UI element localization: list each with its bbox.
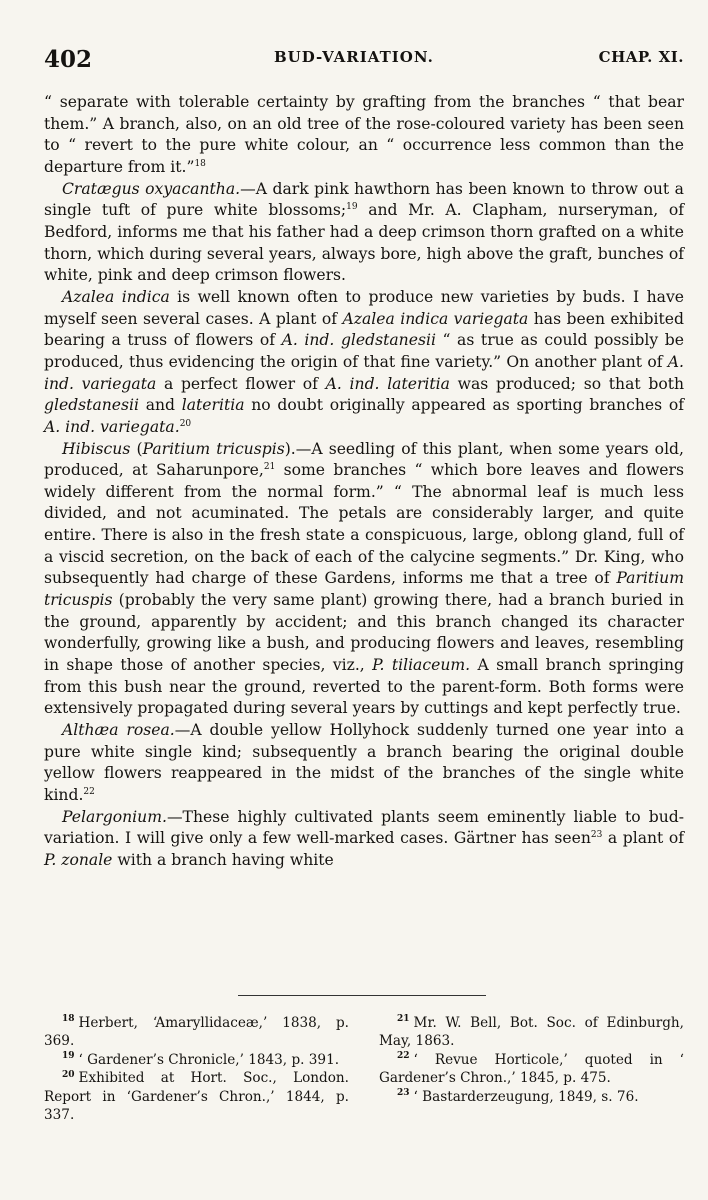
footnotes-left-column bbox=[44, 1014, 349, 1124]
footnote-21: $^{21}$ Mr. W. Bell, Bot. Soc. of Edinburgh, May, 1863. bbox=[379, 1014, 684, 1050]
book-page bbox=[44, 38, 684, 872]
footnotes-right-column bbox=[379, 1014, 684, 1124]
page-header bbox=[44, 38, 684, 78]
paragraph-crataegus: Cratægus oxyacantha.—A dark pink hawthorn has been known to throw out a single tuft of pure white blossoms;$^{19}$ and Mr. A. Clapham, nurseryman, of Bedford, informs me that his father had a deep crimson thorn grafted on a white thorn, which during several years, always bore, high above the graft, bunches of white, pink and deep crimson flowers. bbox=[44, 179, 684, 285]
species-name: Azalea indica bbox=[62, 287, 170, 306]
species-name: Cratægus oxyacantha. bbox=[62, 179, 241, 198]
footnotes bbox=[44, 1014, 684, 1124]
paragraph-rose: “ separate with tolerable certainty by grafting from the branches “ that bear them.” A branch, also, on an old tree of the rose-coloured variety has been seen to “ revert to the pure white colour, an “ occurrence less common than the departure from it.”$^{18}$ bbox=[44, 93, 684, 176]
species-name: Hibiscus bbox=[62, 439, 131, 458]
footnote-ref-19[interactable]: 19 bbox=[346, 202, 358, 213]
chapter-label: CHAP. XI. bbox=[598, 48, 684, 66]
page-number: 402 bbox=[44, 46, 93, 73]
species-name: Pelargonium. bbox=[62, 807, 167, 826]
footnote-ref-20[interactable]: 20 bbox=[179, 418, 192, 429]
footnote-divider bbox=[238, 995, 486, 996]
running-head: BUD-VARIATION. bbox=[274, 48, 434, 66]
paragraph-azalea: Azalea indica is well known often to produce new varieties by buds. I have myself seen several cases. A plant of Azalea indica variegata has been exhibited bearing a truss of flowers of A. ind. gledstanesii “ as true as could possibly be produced, thus evidencing the origin of that fine variety.” On another plant of A. ind. variegata a perfect flower of A. ind. lateritia was produced; so that both gledstanesii and lateritia no doubt originally appeared as sporting branches of A. ind. variegata.$^{20}$ bbox=[44, 287, 685, 436]
footnote-22: $^{22}$ ‘ Revue Horticole,’ quoted in ‘ Gardener’s Chron.,’ 1845, p. 475. bbox=[379, 1051, 684, 1087]
footnote-23: $^{23}$ ‘ Bastarderzeugung, 1849, s. 76. bbox=[397, 1088, 639, 1105]
paragraph-althaea: Althæa rosea.—A double yellow Hollyhock suddenly turned one year into a pure white single kind; subsequently a branch bearing the original double yellow flowers reappeared in the midst of the branches of the single white kind.$^{22}$ bbox=[44, 721, 684, 804]
paragraph-hibiscus: Hibiscus (Paritium tricuspis).—A seedling of this plant, when some years old, produced, at Saharunpore,$^{21}$ some branches “ which bore leaves and flowers widely different from the normal form.” “ The abnormal leaf is much less divided, and not acuminated. The petals are considerably larger, and quite entire. There is also in the fresh state a conspicuous, large, oblong gland, full of a viscid secretion, on the back of each of the calycine segments.” Dr. King, who subsequently had charge of these Gardens, informs me that a tree of Paritium tricuspis (probably the very same plant) growing there, had a branch buried in the ground, apparently by accident; and this branch changed its character wonderfully, growing like a bush, and producing flowers and leaves, resembling in shape those of another species, viz., P. tiliaceum. A small branch springing from this bush near the ground, reverted to the parent-form. Both forms were extensively propagated during several years by cuttings and kept perfectly true. bbox=[44, 439, 684, 718]
species-name: Althæa rosea. bbox=[62, 721, 175, 740]
footnote-ref-21[interactable]: 21 bbox=[263, 461, 276, 472]
footnote-19: $^{19}$ ‘ Gardener’s Chronicle,’ 1843, p. 391. bbox=[62, 1051, 340, 1068]
footnote-ref-18[interactable]: 18 bbox=[194, 158, 206, 169]
body-text bbox=[44, 92, 684, 872]
paragraph-pelargonium: Pelargonium.—These highly cultivated plants seem eminently liable to bud-variation. I will give only a few well-marked cases. Gärtner has seen$^{23}$ a plant of P. zonale with a branch having white bbox=[44, 807, 684, 869]
footnote-20: $^{20}$ Exhibited at Hort. Soc., London. Report in ‘Gardener’s Chron.,’ 1844, p. 337. bbox=[44, 1069, 349, 1124]
footnote-ref-23[interactable]: 23 bbox=[590, 830, 603, 841]
footnote-18: $^{18}$ Herbert, ‘Amaryllidaceæ,’ 1838, p. 369. bbox=[44, 1014, 349, 1050]
footnote-ref-22[interactable]: 22 bbox=[83, 786, 95, 797]
